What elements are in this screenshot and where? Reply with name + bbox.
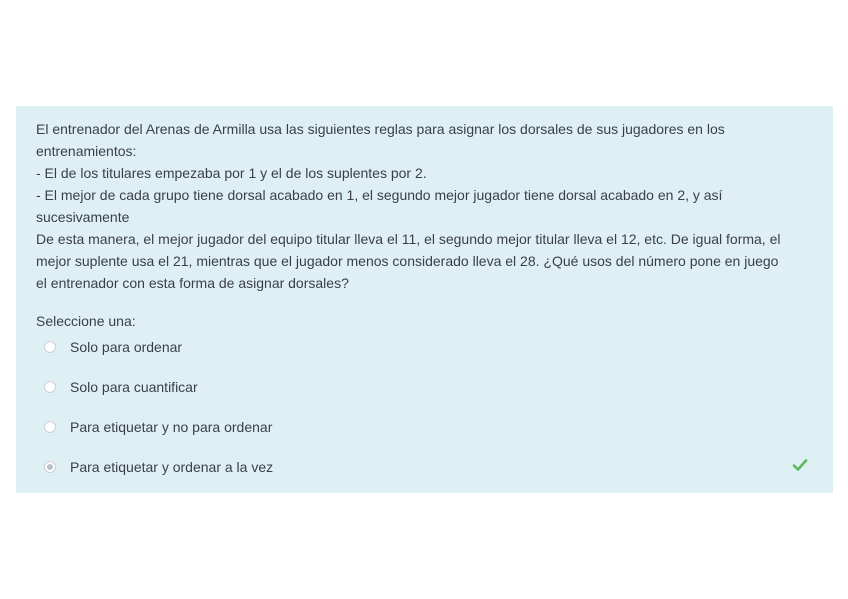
- radio-button[interactable]: [44, 421, 56, 433]
- answer-label: Para etiquetar y ordenar a la vez: [70, 459, 274, 475]
- radio-button[interactable]: [44, 341, 56, 353]
- question-line: mejor suplente usa el 21, mientras que el jugador menos considerado lleva el 28. ¿Qué usos del número pone en juego: [36, 253, 779, 269]
- answer-option-1[interactable]: [36, 336, 815, 358]
- question-line: De esta manera, el mejor jugador del equipo titular lleva el 11, el segundo mejor titular lleva el 12, etc. De igual forma, el: [36, 231, 781, 247]
- question-line: - El de los titulares empezaba por 1 y el de los suplentes por 2.: [36, 165, 427, 181]
- question-line: el entrenador con esta forma de asignar dorsales?: [36, 275, 349, 291]
- answer-option-4[interactable]: [36, 456, 815, 478]
- radio-button-selected[interactable]: [44, 461, 56, 473]
- select-one-prompt: Seleccione una:: [36, 313, 136, 329]
- check-icon: [791, 456, 809, 474]
- question-line: El entrenador del Arenas de Armilla usa las siguientes reglas para asignar los dorsales de sus jugadores en los: [36, 121, 725, 137]
- answer-label: Solo para cuantificar: [70, 379, 198, 395]
- question-line: entrenamientos:: [36, 143, 137, 159]
- radio-button[interactable]: [44, 381, 56, 393]
- answer-label: Solo para ordenar: [70, 339, 183, 355]
- answer-option-2[interactable]: [36, 376, 815, 398]
- answer-option-3[interactable]: [36, 416, 815, 438]
- radio-dot: [47, 464, 53, 470]
- question-text: [36, 118, 815, 294]
- question-line: sucesivamente: [36, 209, 130, 225]
- question-box: [16, 106, 833, 493]
- question-line: - El mejor de cada grupo tiene dorsal acabado en 1, el segundo mejor jugador tiene dorsal acabado en 2, y así: [36, 187, 723, 203]
- answer-label: Para etiquetar y no para ordenar: [70, 419, 273, 435]
- answer-list: [36, 336, 815, 478]
